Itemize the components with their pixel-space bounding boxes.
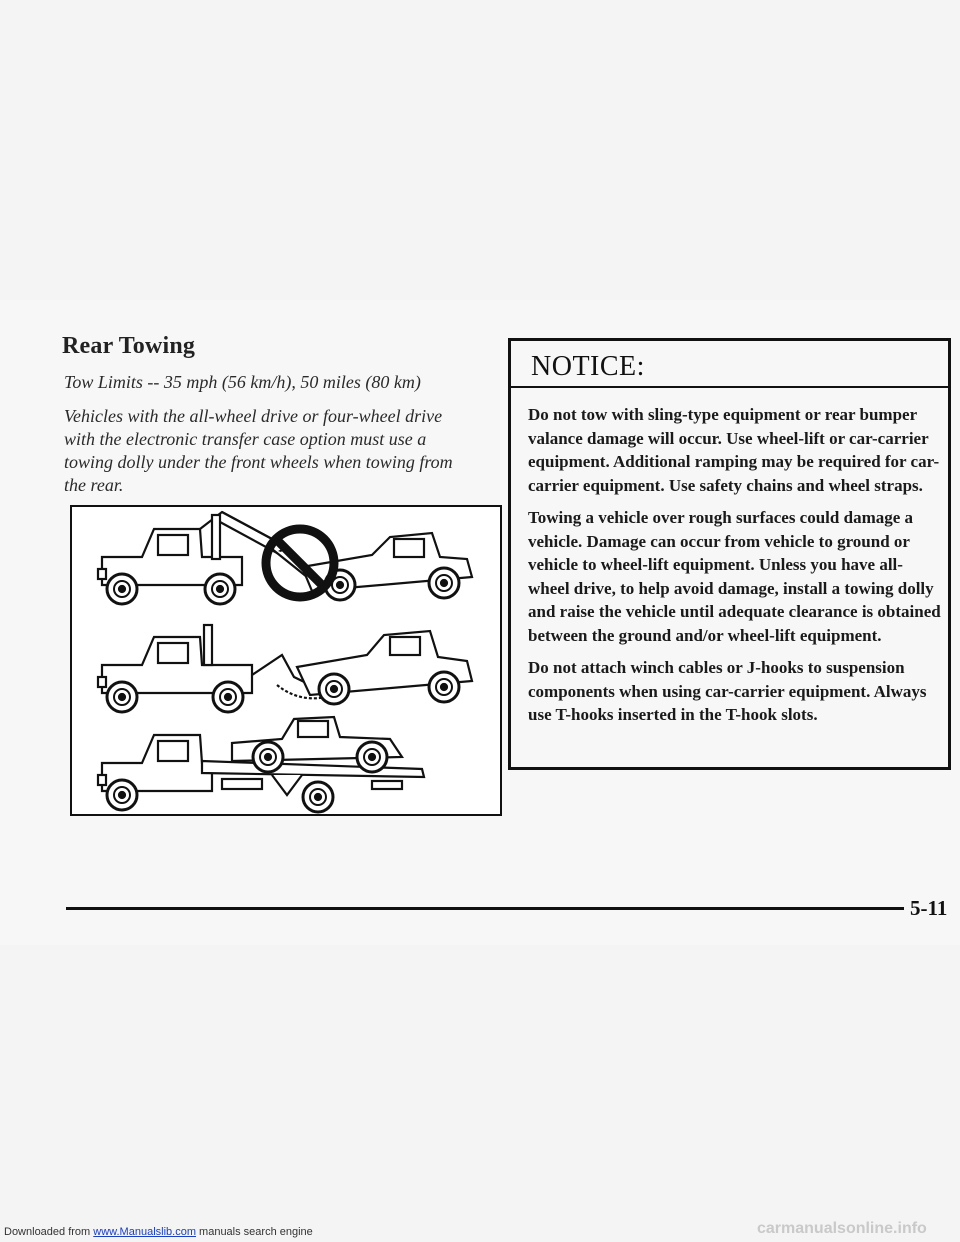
- vehicle-note-text: Vehicles with the all-wheel drive or four-wheel drive with the electronic transfer case option must use a towing dolly under the front wheels when towing from the rear.: [64, 406, 453, 495]
- footer-suffix: manuals search engine: [195, 1226, 313, 1238]
- manualslib-link[interactable]: www.Manualslib.com: [93, 1226, 196, 1238]
- wheel-lift-scene: [98, 625, 472, 712]
- page-number: 5-11: [910, 896, 948, 920]
- notice-header: [511, 341, 948, 388]
- notice-paragraph: Towing a vehicle over rough surfaces could damage a vehicle. Damage can occur from vehicle to ground or vehicle to wheel-lift equipment. Unless you have all-wheel drive, to help avoid damage, install a towing dolly and raise the vehicle until adequate clearance is obtained between the ground and/or wheel-lift equipment.: [528, 508, 941, 645]
- notice-title: NOTICE:: [531, 351, 645, 382]
- notice-body: [528, 403, 943, 736]
- footer-prefix: Downloaded from: [4, 1226, 94, 1238]
- notice-paragraph: Do not tow with sling-type equipment or rear bumper valance damage will occur. Use wheel-lift or car-carrier equipment. Additional ramping may be required for car-carrier equipment. Use safety chains and wheel straps.: [528, 405, 940, 495]
- towing-illustration: [70, 505, 502, 816]
- tow-limits-text: Tow Limits -- 35 mph (56 km/h), 50 miles (80 km): [64, 372, 421, 392]
- notice-paragraph: Do not attach winch cables or J-hooks to suspension components when using car-carrier equipment. Always use T-hooks inserted in the T-hook slots.: [528, 658, 927, 724]
- car-carrier-scene: [98, 717, 424, 812]
- footer-rule: [66, 907, 904, 910]
- section-heading: Rear Towing: [62, 333, 196, 359]
- watermark: carmanualsonline.info: [757, 1220, 927, 1237]
- towing-illustration-drawing: [72, 507, 500, 814]
- download-footer: [4, 1226, 313, 1238]
- notice-box: [508, 338, 951, 770]
